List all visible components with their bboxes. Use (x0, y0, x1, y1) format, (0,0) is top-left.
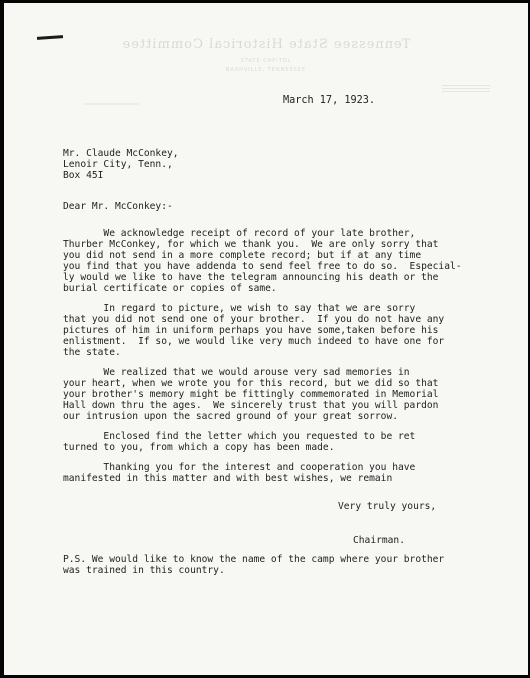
paragraph-picture: In regard to picture, we wish to say that we are sorry that you did not send one of your brother. If you do not have any pictures of him in uniform perhaps you have some,taken before his enlistment. If so, we would like very much indeed to have one for the state. (63, 303, 445, 358)
complimentary-close: Very truly yours, (338, 501, 437, 512)
letter-page (4, 3, 528, 675)
paragraph-enclosure: Enclosed find the letter which you requested to be ret turned to you, from which a copy has been made. (63, 431, 416, 453)
paragraph-acknowledgement: We acknowledge receipt of record of your late brother, Thurber McConkey, for which we thank you. We are only sorry that you did not send in a more complete record; but if at any time you find that you have addenda to send feel free to do so. Especial- ly would we like to have the telegram announcing his death or the burial certificate or copies of same. (63, 228, 462, 294)
recipient-address: Mr. Claude McConkey, Lenoir City, Tenn., Box 45I (63, 148, 179, 181)
letterhead-location: NASHVILLE, TENNESSEE (225, 67, 307, 73)
letterhead-title: Tennessee State Historical Committee (121, 37, 411, 52)
postscript: P.S. We would like to know the name of the camp where your brother was trained in this country. (63, 554, 445, 576)
paragraph-thanks: Thanking you for the interest and cooperation you have manifested in this matter and with best wishes, we remain (63, 462, 416, 484)
letter-date: March 17, 1923. (283, 95, 376, 106)
signature-title: Chairman. (353, 535, 405, 546)
faded-letterhead-text (442, 85, 490, 94)
paragraph-memorial: We realized that we would arouse very sad memories in your heart, when we wrote you for this record, but we did so that your brother's memory might be fittingly commemorated in Memorial Hall down thru the ages. We sincerely trust that you will pardon our intrusion upon the sacred ground of your great sorrow. (63, 367, 439, 422)
faded-letterhead-mark (84, 103, 139, 105)
salutation: Dear Mr. McConkey:- (63, 201, 173, 212)
letterhead-subtitle: STATE CAPITOL (240, 58, 292, 64)
